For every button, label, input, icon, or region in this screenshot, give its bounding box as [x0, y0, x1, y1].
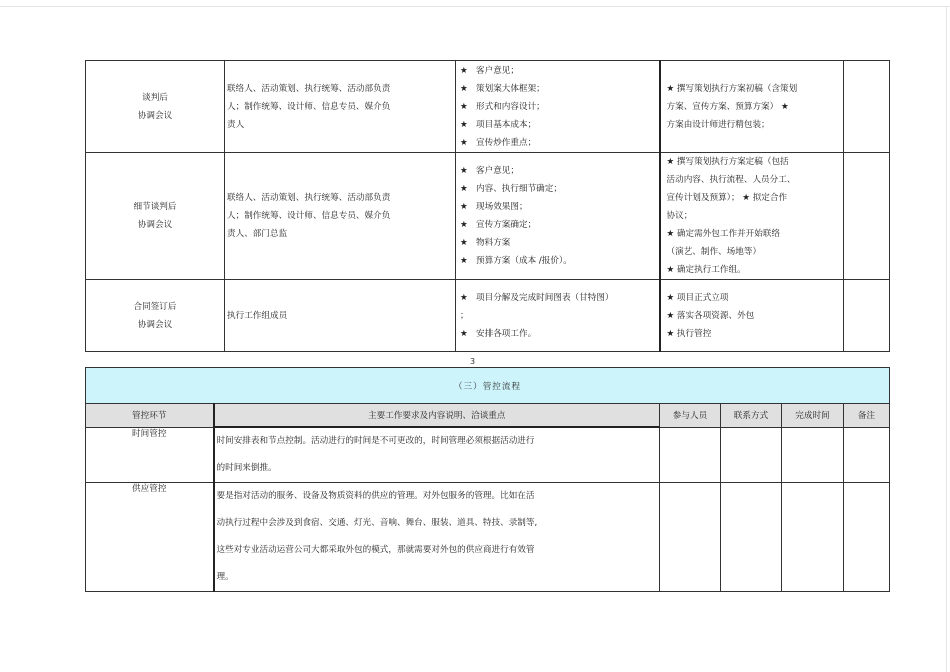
output-line: ★ 执行管控: [666, 328, 712, 339]
output-line: 协议；: [666, 211, 693, 221]
output-line: ★ 确定需外包工作并开始联络: [666, 229, 781, 239]
main-line: 动执行过程中会涉及到食宿、交通、灯光、音响、舞台、服装、道具、特技、录制等,: [216, 518, 538, 528]
header-notes: 备注: [844, 404, 890, 428]
output-line: 方案由设计师进行精包装；: [666, 119, 770, 130]
empty-cell: [782, 483, 844, 592]
output-line: （演艺、制作、场地等）: [666, 247, 762, 257]
participants-line: 责人、部门总监: [227, 229, 288, 239]
section-title: （三）管控流程: [86, 368, 890, 404]
participants-line: 责人: [227, 119, 245, 130]
empty-cell: [844, 427, 890, 483]
output-cell: [660, 61, 844, 153]
star-icon: ★: [460, 328, 468, 339]
output-line: 活动内容、执行流程、人员分工、: [666, 175, 796, 185]
empty-cell: [844, 280, 890, 352]
coordination-table: [85, 60, 890, 352]
list-item: ★ 客户意见；: [460, 62, 659, 80]
star-icon: ★: [460, 101, 468, 112]
stage-cell: [86, 280, 225, 352]
stage-name: 谈判后: [142, 92, 168, 103]
stage-name: 协调会议: [137, 110, 173, 121]
control-link-cell: 供应管控: [86, 483, 214, 592]
star-icon: ★: [460, 220, 468, 230]
empty-cell: [782, 427, 844, 483]
header-link: 管控环节: [86, 404, 214, 428]
star-icon: ★: [460, 166, 468, 176]
output-cell: [660, 153, 844, 280]
star-icon: ★: [460, 238, 468, 248]
participants-cell: [225, 61, 456, 153]
participants-line: 执行工作组成员: [227, 310, 288, 321]
output-line: 宣传计划及预算）； ★ 拟定合作: [666, 193, 788, 203]
empty-cell: [844, 483, 890, 592]
main-line: 的时间来倒推。: [216, 463, 277, 473]
star-icon: ★: [460, 292, 468, 303]
output-cell: [660, 280, 844, 352]
stage-name: 合同签订后: [133, 301, 177, 312]
star-icon: ★: [460, 119, 468, 130]
stage-name: 协调会议: [137, 220, 173, 230]
table-row: [86, 483, 890, 592]
main-line: 要是指对活动的服务、设备及物质资料的供应的管理。对外包服务的管理。比如在活: [216, 491, 535, 501]
table-row: [86, 61, 890, 153]
list-item: ★ 宣传炒作重点；: [460, 134, 659, 152]
empty-cell: [721, 483, 782, 592]
main-line: 理。: [216, 572, 234, 582]
control-process-table: [85, 367, 890, 592]
empty-cell: [844, 61, 890, 153]
main-line: 这些对专业活动运营公司大都采取外包的模式，那就需要对外包的供应商进行有效管: [216, 545, 535, 555]
output-line: ★ 撰写策划执行方案初稿（含策划: [666, 83, 798, 94]
star-icon: ★: [460, 65, 468, 76]
star-icon: ★: [460, 83, 468, 94]
star-icon: ★: [460, 137, 468, 148]
content-cell: [456, 153, 660, 280]
content-cell: [456, 61, 660, 153]
participants-line: 人；制作统筹、设计师、信息专员、媒介负: [227, 101, 391, 112]
list-item: ★ 项目分解及完成时间图表（甘特图）: [460, 289, 659, 307]
list-item: ★ 现场效果图；: [460, 198, 659, 216]
table-row: [86, 153, 890, 280]
participants-line: 联络人、活动策划、执行统筹、活动部负责: [227, 83, 391, 94]
main-line: 时间安排表和节点控制。活动进行的时间是不可更改的，时间管理必须根据活动进行: [216, 436, 535, 446]
list-item: ★ 策划案大体框架；: [460, 80, 659, 98]
list-item-continuation: ；: [460, 310, 469, 321]
stage-cell: [86, 153, 225, 280]
header-participants: 参与人员: [660, 404, 721, 428]
list-item: ★ 形式和内容设计；: [460, 98, 659, 116]
table-row: [86, 280, 890, 352]
control-main-cell: [214, 427, 660, 483]
output-line: 方案、宣传方案、预算方案） ★: [666, 101, 789, 112]
stage-name: 细节谈判后: [133, 202, 177, 212]
participants-line: 联络人、活动策划、执行统筹、活动部负责: [227, 193, 391, 203]
output-line: ★ 落实各项资源、外包: [666, 310, 755, 321]
list-item: ★ 宣传方案确定；: [460, 216, 659, 234]
stage-cell: [86, 61, 225, 153]
list-item: ★ 安排各项工作。: [460, 325, 659, 343]
page-edge-right: [946, 6, 947, 672]
list-item: ★ 内容、执行细节确定；: [460, 180, 659, 198]
star-icon: ★: [460, 184, 468, 194]
table-row: [86, 427, 890, 483]
participants-cell: [225, 280, 456, 352]
header-contact: 联系方式: [721, 404, 782, 428]
header-deadline: 完成时间: [782, 404, 844, 428]
participants-line: 人；制作统筹、设计师、信息专员、媒介负: [227, 211, 391, 221]
empty-cell: [844, 153, 890, 280]
stage-name: 协调会议: [137, 319, 173, 330]
output-line: ★ 确定执行工作组。: [666, 265, 746, 275]
page-number: 3: [470, 357, 476, 366]
page-edge-top: [0, 6, 950, 7]
empty-cell: [721, 427, 782, 483]
empty-cell: [660, 483, 721, 592]
content-cell: [456, 280, 660, 352]
control-link-cell: 时间管控: [86, 427, 214, 483]
table-title-row: [86, 368, 890, 404]
output-line: ★ 撰写策划执行方案定稿（包括: [666, 157, 789, 167]
control-main-cell: [214, 483, 660, 592]
list-item: ★ 项目基本成本；: [460, 116, 659, 134]
star-icon: ★: [460, 202, 468, 212]
participants-cell: [225, 153, 456, 280]
list-item: ★ 物料方案: [460, 234, 659, 252]
list-item: ★ 预算方案（成本 /报价）。: [460, 252, 659, 270]
output-line: ★ 项目正式立项: [666, 292, 729, 303]
empty-cell: [660, 427, 721, 483]
star-icon: ★: [460, 256, 468, 266]
list-item: ★ 客户意见；: [460, 162, 659, 180]
header-main: 主要工作要求及内容说明、洽谈重点: [214, 404, 660, 428]
table-header-row: [86, 404, 890, 428]
